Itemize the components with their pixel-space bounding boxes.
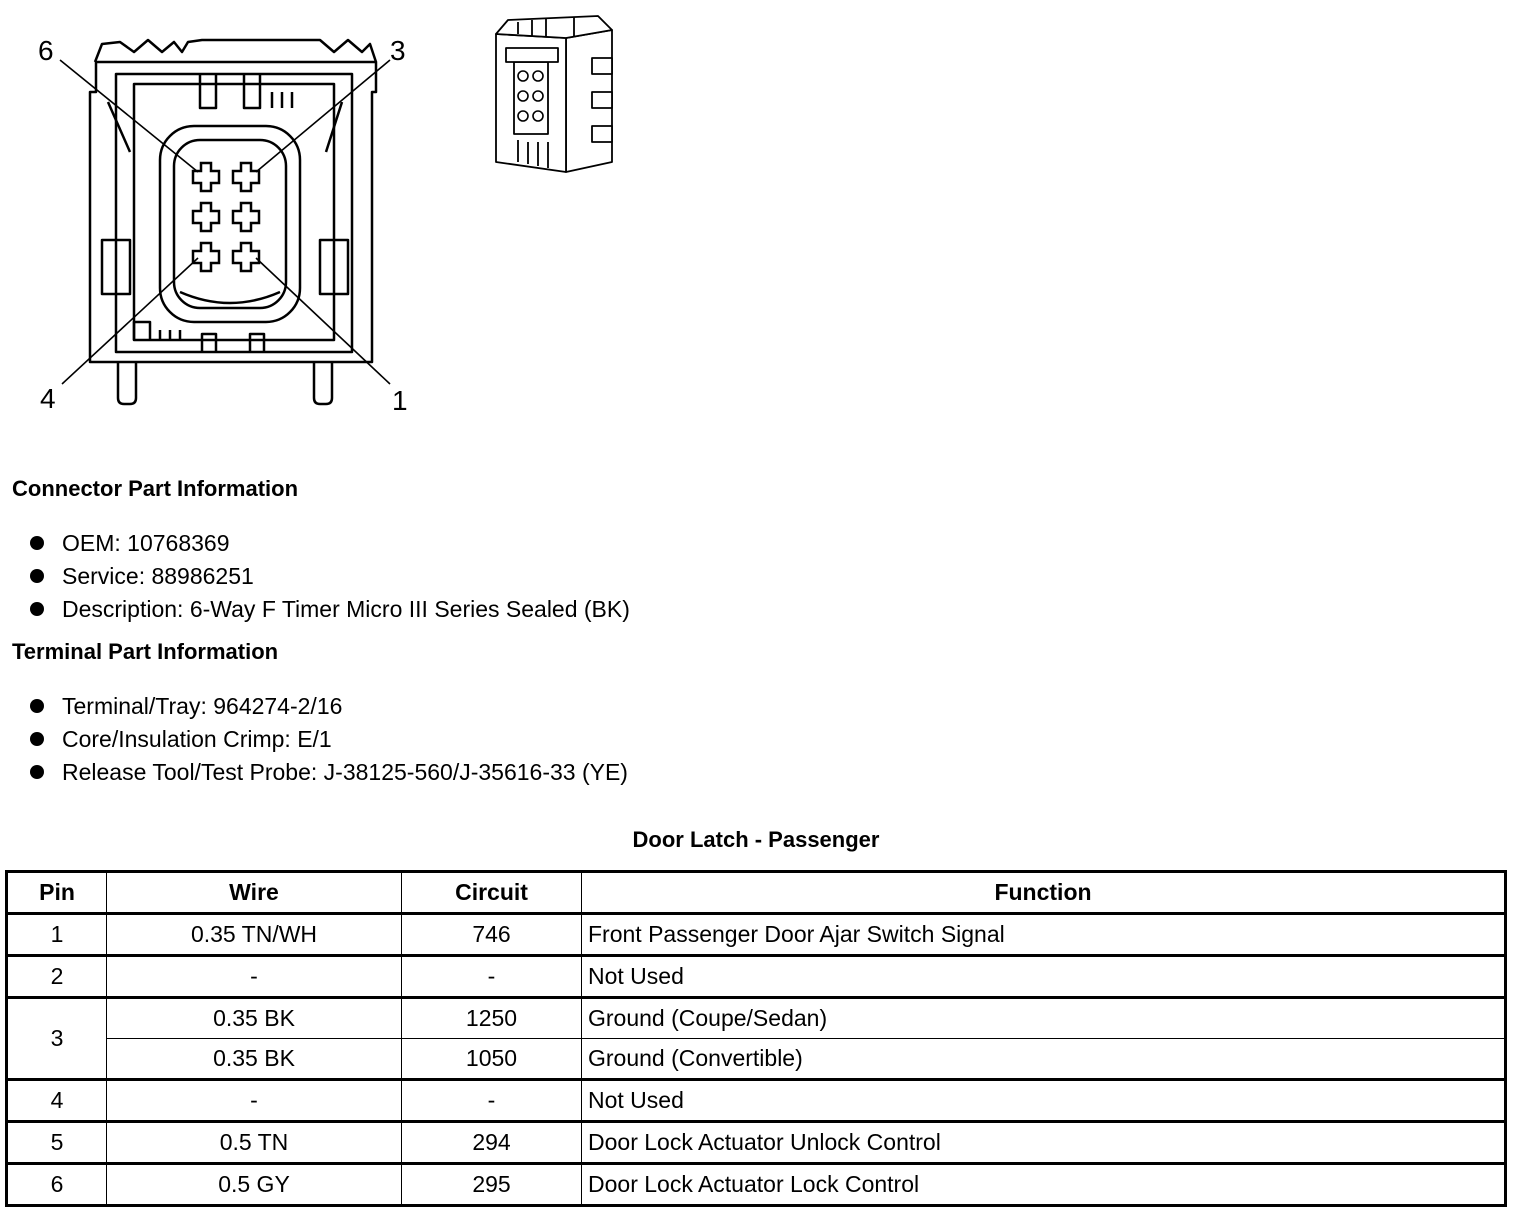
pin-cell: 6	[7, 1164, 107, 1206]
pin-cavity-1	[233, 243, 259, 271]
connector-info-heading: Connector Part Information	[12, 476, 299, 501]
circuit-cell: 1050	[402, 1039, 582, 1080]
list-item	[30, 756, 628, 789]
table-row	[7, 1039, 1506, 1080]
circuit-cell: 294	[402, 1122, 582, 1164]
function-cell: Ground (Coupe/Sedan)	[582, 998, 1506, 1039]
function-cell: Not Used	[582, 956, 1506, 998]
pin-cell: 3	[7, 998, 107, 1080]
wire-cell: 0.5 TN	[107, 1122, 402, 1164]
terminal-info-heading: Terminal Part Information	[12, 639, 279, 664]
bullet-icon	[30, 536, 44, 550]
pin-cell: 1	[7, 914, 107, 956]
wire-cell: 0.5 GY	[107, 1164, 402, 1206]
bullet-icon	[30, 569, 44, 583]
callout-1: 1	[392, 385, 408, 416]
callout-6: 6	[38, 35, 54, 66]
function-cell: Ground (Convertible)	[582, 1039, 1506, 1080]
list-item-text: Description: 6-Way F Timer Micro III Series Sealed (BK)	[62, 596, 630, 622]
list-item	[30, 527, 630, 560]
column-header-function: Function	[582, 872, 1506, 914]
wire-cell: 0.35 BK	[107, 1039, 402, 1080]
column-header-pin: Pin	[7, 872, 107, 914]
circuit-cell: -	[402, 956, 582, 998]
list-item	[30, 560, 630, 593]
pin-cell: 4	[7, 1080, 107, 1122]
connector-face-diagram	[30, 22, 420, 422]
pin-cavity-5	[193, 203, 219, 231]
connector-isometric-view	[488, 12, 628, 182]
circuit-cell: 1250	[402, 998, 582, 1039]
latch-wave	[95, 40, 376, 62]
table-row	[7, 998, 1506, 1039]
bullet-icon	[30, 765, 44, 779]
list-item-text: Terminal/Tray: 964274-2/16	[62, 693, 343, 719]
wire-cell: 0.35 TN/WH	[107, 914, 402, 956]
bullet-icon	[30, 732, 44, 746]
table-row	[7, 956, 1506, 998]
pin-cavity-2	[233, 203, 259, 231]
wire-cell: -	[107, 1080, 402, 1122]
function-cell: Not Used	[582, 1080, 1506, 1122]
table-row	[7, 1122, 1506, 1164]
table-row	[7, 1080, 1506, 1122]
pin-cavity-6	[193, 163, 219, 191]
table-title: Door Latch - Passenger	[632, 827, 880, 852]
table-row	[7, 914, 1506, 956]
pinout-table	[5, 870, 1507, 1207]
list-item-text: Release Tool/Test Probe: J-38125-560/J-35616-33 (YE)	[62, 759, 628, 785]
circuit-cell: 746	[402, 914, 582, 956]
list-item-text: Service: 88986251	[62, 563, 254, 589]
connector-info-list	[30, 527, 630, 626]
wire-cell: -	[107, 956, 402, 998]
list-item-text: Core/Insulation Crimp: E/1	[62, 726, 332, 752]
list-item	[30, 723, 628, 756]
column-header-circuit: Circuit	[402, 872, 582, 914]
list-item-text: OEM: 10768369	[62, 530, 230, 556]
function-cell: Front Passenger Door Ajar Switch Signal	[582, 914, 1506, 956]
wire-cell: 0.35 BK	[107, 998, 402, 1039]
circuit-cell: -	[402, 1080, 582, 1122]
table-header-row	[7, 872, 1506, 914]
callout-3: 3	[390, 35, 406, 66]
pin-cavity-4	[193, 243, 219, 271]
function-cell: Door Lock Actuator Unlock Control	[582, 1122, 1506, 1164]
callout-4: 4	[40, 383, 56, 414]
table-row	[7, 1164, 1506, 1206]
pin-cell: 5	[7, 1122, 107, 1164]
pin-cavity-3	[233, 163, 259, 191]
list-item	[30, 593, 630, 626]
list-item	[30, 690, 628, 723]
bullet-icon	[30, 699, 44, 713]
terminal-info-list	[30, 690, 628, 789]
pin-cell: 2	[7, 956, 107, 998]
function-cell: Door Lock Actuator Lock Control	[582, 1164, 1506, 1206]
bullet-icon	[30, 602, 44, 616]
circuit-cell: 295	[402, 1164, 582, 1206]
column-header-wire: Wire	[107, 872, 402, 914]
